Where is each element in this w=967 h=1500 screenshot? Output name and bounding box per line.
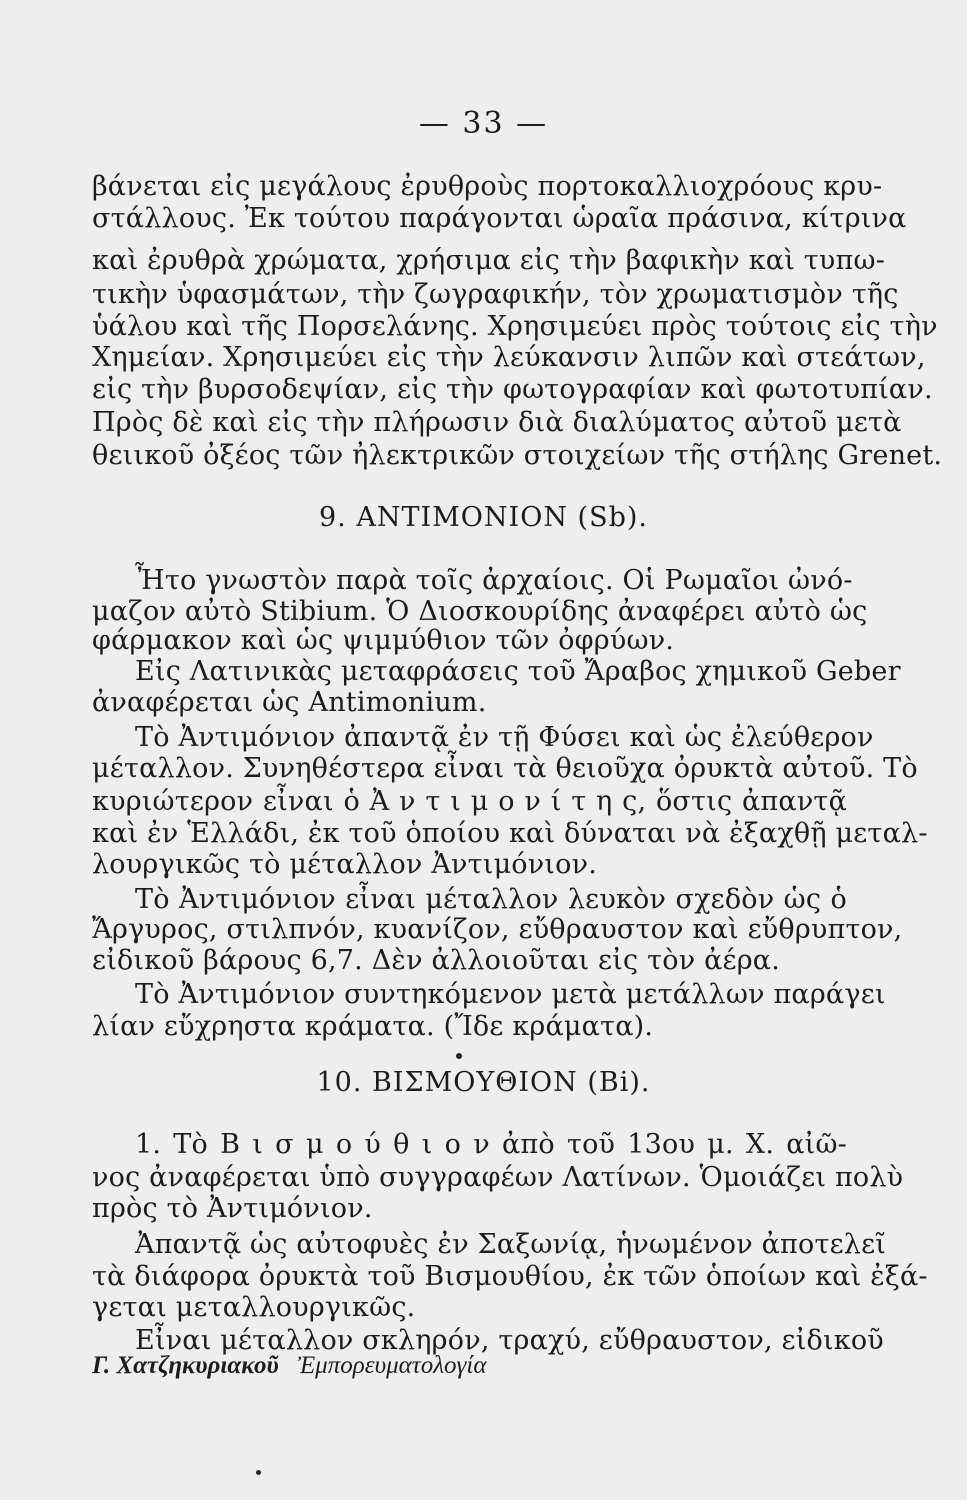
text-line: Ἀπαντᾷ ὡς αὐτοφυὲς ἐν Σαξωνίᾳ, ἡνωμένον ἀποτελεῖ bbox=[135, 1229, 887, 1260]
page-number: — 33 — bbox=[418, 106, 549, 141]
text-line: νος ἀναφέρεται ὑπὸ συγγραφέων Λατίνων. Ὁμοιάζει πολὺ bbox=[92, 1162, 904, 1193]
text-line: Πρὸς δὲ καὶ εἰς τὴν πλήρωσιν διὰ διαλύματος αὐτοῦ μετὰ bbox=[92, 407, 902, 438]
text-line: εἰδικοῦ βάρους 6,7. Δὲν ἀλλοιοῦται εἰς τὸν ἀέρα. bbox=[92, 945, 781, 976]
text-line: τικὴν ὑφασμάτων, τὴν ζωγραφικήν, τὸν χρωματισμὸν τῆς bbox=[92, 279, 899, 310]
ink-dot bbox=[256, 1470, 261, 1475]
text-line: καὶ ἐρυθρὰ χρώματα, χρήσιμα εἰς τὴν βαφικὴν καὶ τυπω- bbox=[92, 245, 886, 276]
text-line: Ἦτο γνωστὸν παρὰ τοῖς ἀρχαίοις. Οἱ Ρωμαῖοι ὠνό- bbox=[135, 565, 853, 596]
text-line: Τὸ Ἀντιμόνιον εἶναι μέταλλον λευκὸν σχεδὸν ὡς ὁ bbox=[135, 884, 847, 915]
text-line: Τὸ Ἀντιμόνιον ἀπαντᾷ ἐν τῇ Φύσει καὶ ὡς ἐλεύθερον bbox=[135, 722, 874, 753]
text-line: Εἰς Λατινικὰς μεταφράσεις τοῦ Ἄραβος χημικοῦ Geber bbox=[135, 656, 901, 687]
text-line: γεται μεταλλουργικῶς. bbox=[92, 1292, 416, 1323]
footer-book-title: Ἐμπορευματολογία bbox=[297, 1352, 487, 1379]
text-line: Εἶναι μέταλλον σκληρόν, τραχύ, εὔθραυστον, εἰδικοῦ bbox=[135, 1325, 884, 1356]
text-line: βάνεται εἰς μεγάλους ἐρυθροὺς πορτοκαλλιοχρόους κρυ- bbox=[92, 171, 883, 202]
text-line: μαζον αὐτὸ Stibium. Ὁ Διοσκουρίδης ἀναφέρει αὐτὸ ὡς bbox=[92, 596, 868, 627]
text-line: 1. Τὸ Β ι σ μ ο ύ θ ι ο ν ἀπὸ τοῦ 13ου μ. Χ. αἰῶ- bbox=[135, 1129, 847, 1160]
ink-dot bbox=[456, 1053, 462, 1059]
text-line: τὰ διάφορα ὀρυκτὰ τοῦ Βισμουθίου, ἐκ τῶν ὁποίων καὶ ἐξά- bbox=[92, 1261, 928, 1292]
text-line: ἀναφέρεται ὡς Antimonium. bbox=[92, 687, 487, 718]
text-line: Τὸ Ἀντιμόνιον συντηκόμενον μετὰ μετάλλων παράγει bbox=[135, 979, 886, 1010]
text-line: στάλλους. Ἐκ τούτου παράγονται ὡραῖα πράσινα, κίτρινα bbox=[92, 203, 907, 234]
text-line: κυριώτερον εἶναι ὁ Ἀ ν τ ι μ ο ν ί τ η ς, ὅστις ἀπαντᾷ bbox=[92, 786, 847, 817]
text-line: Χημείαν. Χρησιμεύει εἰς τὴν λεύκανσιν λιπῶν καὶ στεάτων, bbox=[92, 342, 926, 373]
text-line: καὶ ἐν Ἑλλάδι, ἐκ τοῦ ὁποίου καὶ δύναται νὰ ἐξαχθῇ μεταλ- bbox=[92, 818, 928, 849]
page-footer bbox=[92, 1352, 486, 1380]
text-line: φάρμακον καὶ ὡς ψιμμύθιον τῶν ὀφρύων. bbox=[92, 625, 675, 656]
section-heading-antimony: 9. ΑΝΤΙΜΟΝΙΟΝ (Sb). bbox=[319, 502, 648, 533]
text-line: μέταλλον. Συνηθέστερα εἶναι τὰ θειοῦχα ὀρυκτὰ αὐτοῦ. Τὸ bbox=[92, 753, 918, 784]
text-line: πρὸς τὸ Ἀντιμόνιον. bbox=[92, 1193, 373, 1224]
text-line: λουργικῶς τὸ μέταλλον Ἀντιμόνιον. bbox=[92, 849, 598, 880]
text-line: Ἄργυρος, στιλπνόν, κυανίζον, εὔθραυστον καὶ εὔθρυπτον, bbox=[92, 914, 903, 945]
text-line: ὑάλου καὶ τῆς Πορσελάνης. Χρησιμεύει πρὸς τούτοις εἰς τὴν bbox=[92, 311, 938, 342]
footer-author: Γ. Χατζηκυριακοῦ bbox=[92, 1352, 279, 1379]
text-line: λίαν εὔχρηστα κράματα. (Ἴδε κράματα). bbox=[92, 1011, 654, 1042]
text-line: θειικοῦ ὀξέος τῶν ἠλεκτρικῶν στοιχείων τῆς στήλης Grenet. bbox=[92, 440, 943, 471]
section-heading-bismuth: 10. ΒΙΣΜΟΥΘΙΟΝ (Bi). bbox=[316, 1067, 651, 1098]
text-line: εἰς τὴν βυρσοδεψίαν, εἰς τὴν φωτογραφίαν καὶ φωτοτυπίαν. bbox=[92, 374, 933, 405]
